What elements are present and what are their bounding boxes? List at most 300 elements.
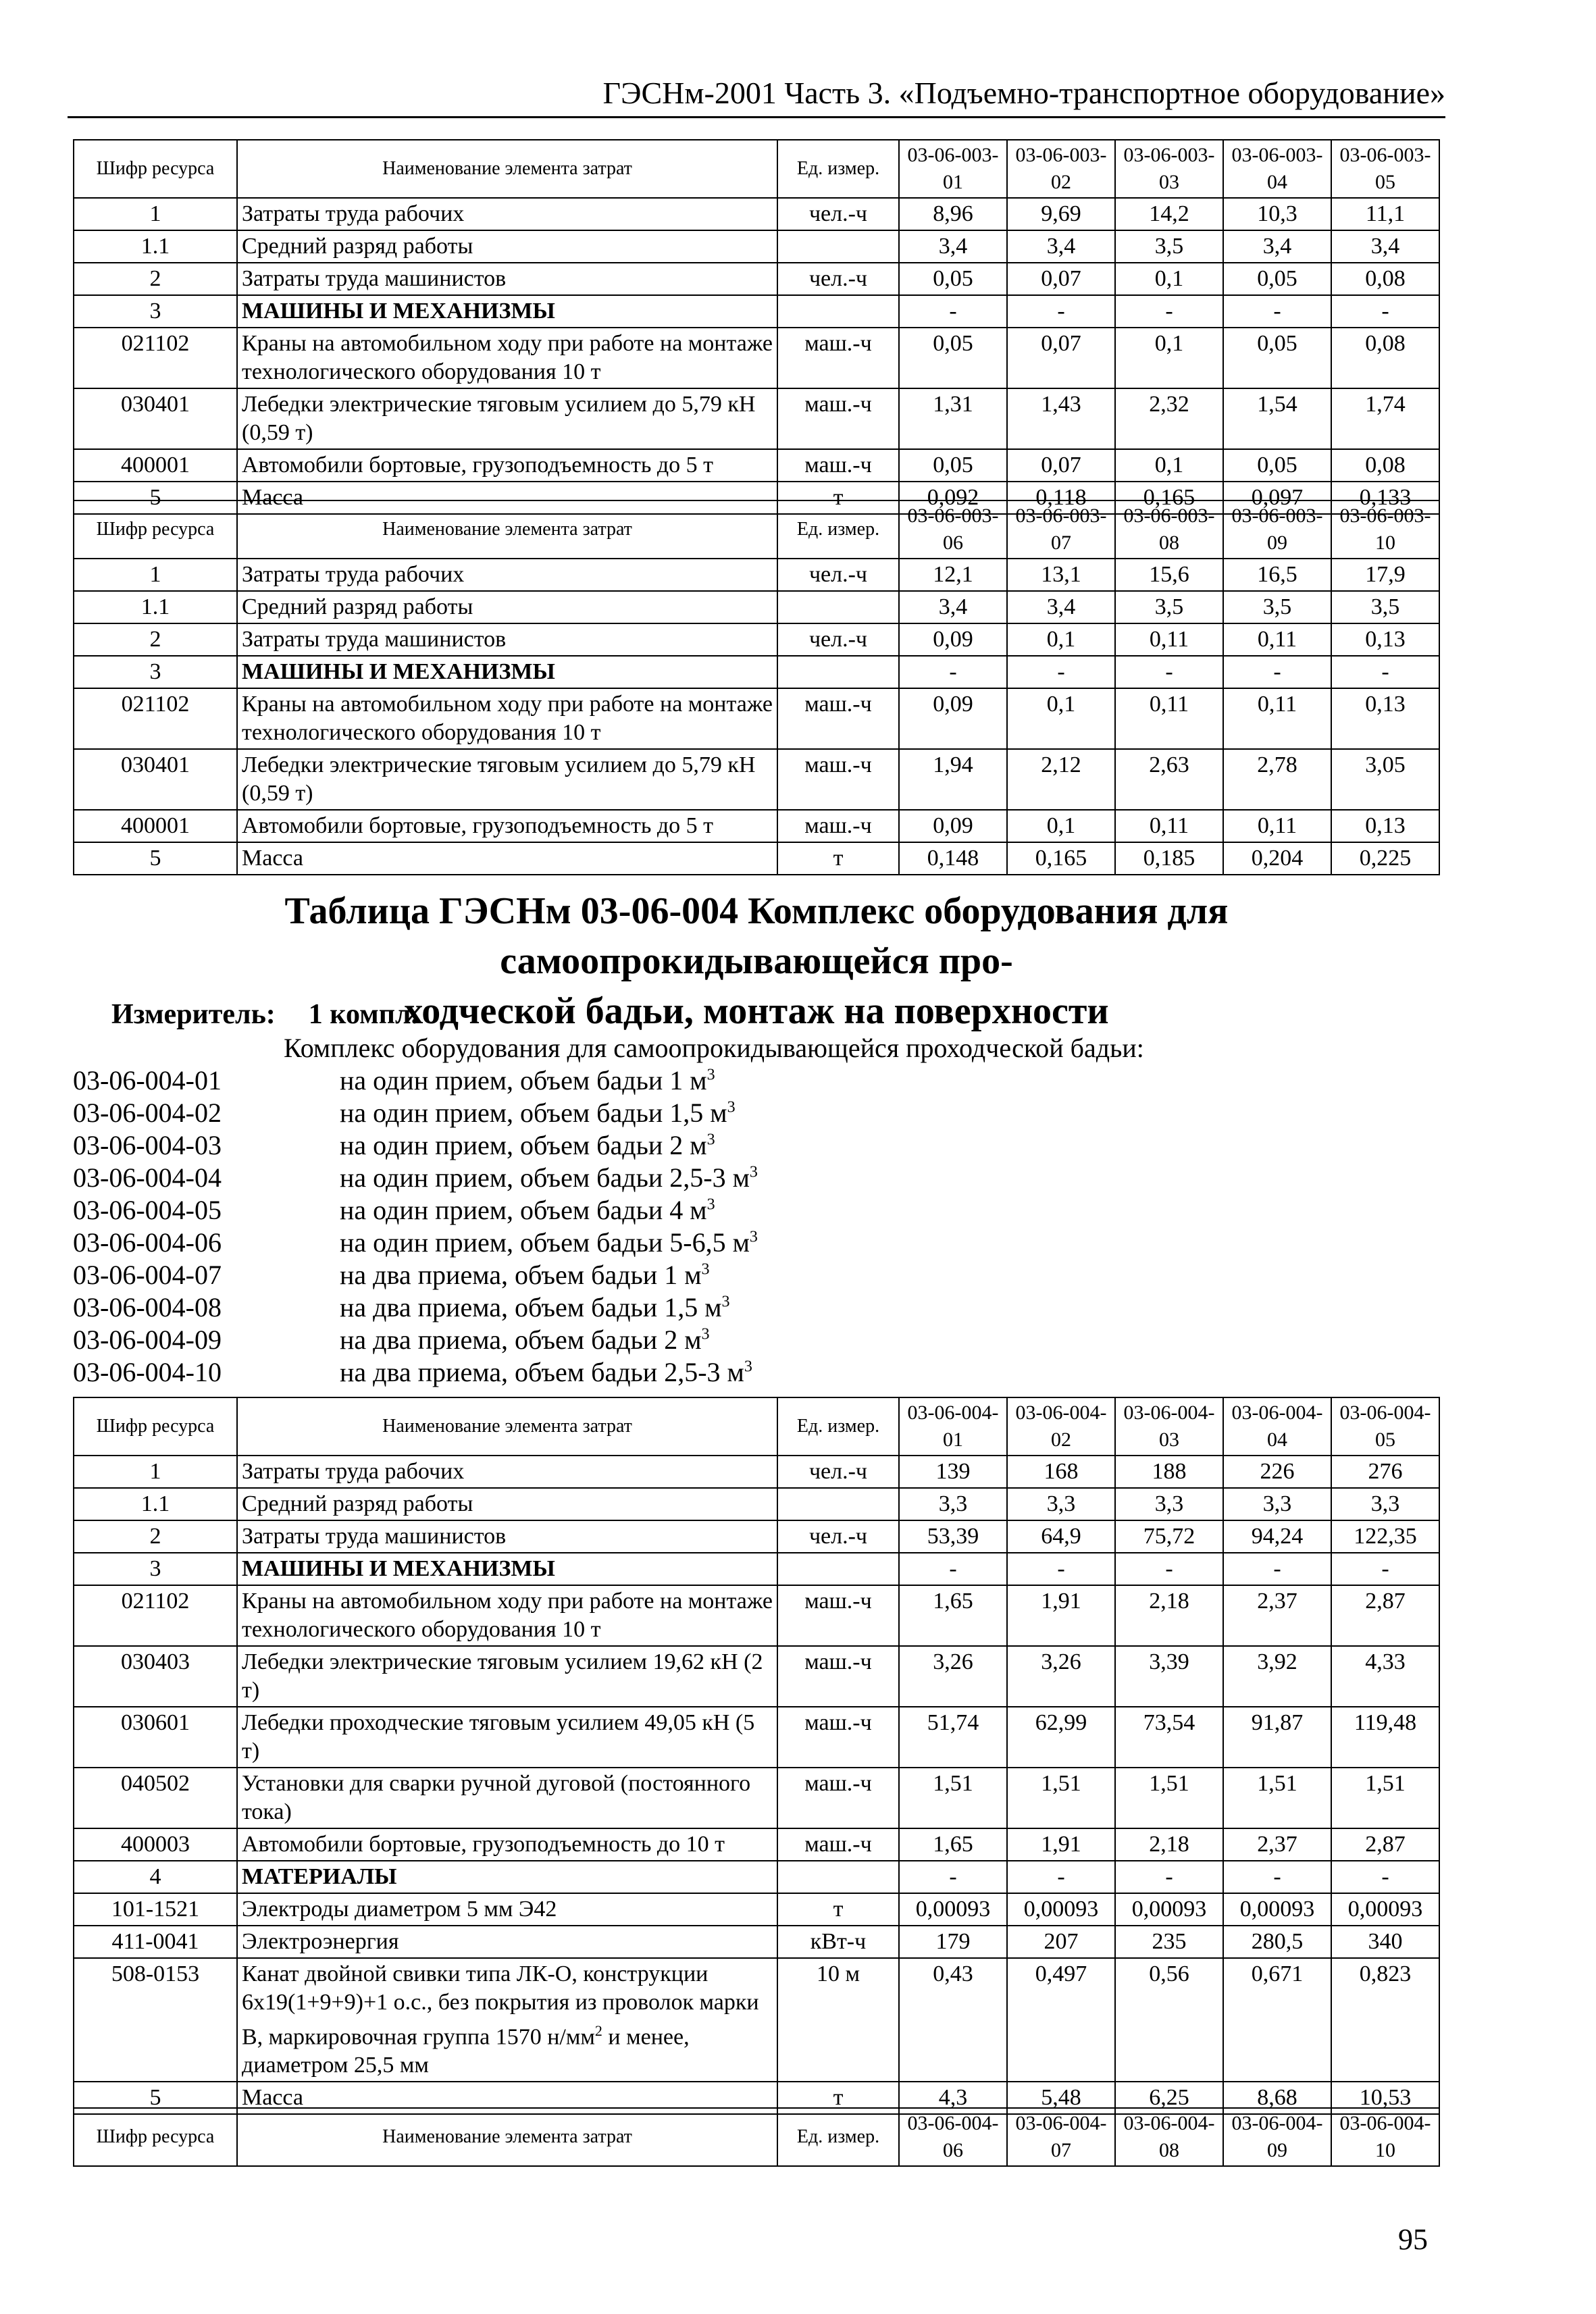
table-row <box>74 263 1439 295</box>
cell-value: 0,823 <box>1331 1958 1439 2082</box>
cell-code: 2 <box>74 1520 237 1553</box>
cell-value: 1,51 <box>1223 1768 1331 1828</box>
cell-unit <box>777 656 899 688</box>
list-item <box>73 1194 758 1227</box>
col-header-norm: 03-06-004-01 <box>899 1397 1007 1456</box>
cell-value: 3,39 <box>1115 1646 1223 1707</box>
cell-unit: кВт-ч <box>777 1926 899 1958</box>
cell-code: 101-1521 <box>74 1893 237 1926</box>
cell-value: 0,1 <box>1115 263 1223 295</box>
cell-value: 0,09 <box>899 810 1007 842</box>
cell-value: - <box>1331 295 1439 328</box>
cell-name-text: МАШИНЫ И МЕХАНИЗМЫ <box>242 299 555 324</box>
cell-value: 1,91 <box>1007 1828 1115 1861</box>
cell-value: 1,43 <box>1007 388 1115 449</box>
superscript: 3 <box>701 1260 710 1279</box>
cell-name-text: Затраты труда машинистов <box>242 266 507 291</box>
cell-value: 3,4 <box>1223 230 1331 263</box>
cell-code: 5 <box>74 482 237 514</box>
cell-value: 0,497 <box>1007 1958 1115 2082</box>
cell-value: - <box>1223 1553 1331 1585</box>
cell-name-text: Затраты труда рабочих <box>242 1459 465 1484</box>
list-item <box>73 1064 758 1097</box>
col-header-norm: 03-06-004-08 <box>1115 2108 1223 2166</box>
cell-name-text: Затраты труда рабочих <box>242 201 465 226</box>
cell-value: 3,5 <box>1115 230 1223 263</box>
norm-description-text: на один прием, объем бадьи 4 м <box>340 1195 707 1225</box>
cell-value: 2,37 <box>1223 1828 1331 1861</box>
cell-value: 0,11 <box>1115 688 1223 749</box>
table-row <box>74 198 1439 230</box>
cell-value: 207 <box>1007 1926 1115 1958</box>
cell-value: 0,11 <box>1223 810 1331 842</box>
superscript: 3 <box>744 1358 752 1376</box>
cell-value: 1,74 <box>1331 388 1439 449</box>
cell-value: 12,1 <box>899 559 1007 591</box>
cell-name <box>237 388 777 449</box>
table-row <box>74 449 1439 482</box>
cell-value: 0,1 <box>1115 328 1223 388</box>
cell-value: 276 <box>1331 1456 1439 1488</box>
cell-value: 122,35 <box>1331 1520 1439 1553</box>
cell-value: 0,092 <box>899 482 1007 514</box>
cell-code: 040502 <box>74 1768 237 1828</box>
cell-code: 1.1 <box>74 591 237 623</box>
cell-unit: чел.-ч <box>777 1520 899 1553</box>
norm-description-text: на два приема, объем бадьи 1 м <box>340 1260 702 1290</box>
col-header-norm: 03-06-003-04 <box>1223 140 1331 198</box>
table-row <box>74 591 1439 623</box>
cell-unit: т <box>777 2082 899 2114</box>
cell-value: - <box>899 1861 1007 1893</box>
cell-code: 1.1 <box>74 1488 237 1520</box>
table-row <box>74 749 1439 810</box>
cell-code: 030401 <box>74 749 237 810</box>
cell-name-text: Электроэнергия <box>242 1929 399 1954</box>
cell-value: 3,92 <box>1223 1646 1331 1707</box>
norm-description <box>340 1064 715 1097</box>
cell-value: 0,05 <box>1223 263 1331 295</box>
norm-description <box>340 1324 710 1356</box>
norm-code: 03-06-004-10 <box>73 1357 222 1387</box>
cell-name <box>237 1926 777 1958</box>
cell-name <box>237 1893 777 1926</box>
cell-value: - <box>1115 656 1223 688</box>
norm-description-text: на один прием, объем бадьи 2 м <box>340 1130 707 1160</box>
cell-value: 0,11 <box>1115 810 1223 842</box>
norm-code: 03-06-004-06 <box>73 1227 222 1258</box>
norm-description <box>340 1227 758 1259</box>
cell-value: 0,1 <box>1115 449 1223 482</box>
cell-value: 3,3 <box>1115 1488 1223 1520</box>
cell-name <box>237 1456 777 1488</box>
cell-name-text: МАТЕРИАЛЫ <box>242 1864 397 1889</box>
cell-unit: маш.-ч <box>777 1585 899 1646</box>
cell-value: 3,26 <box>1007 1646 1115 1707</box>
superscript: 3 <box>701 1325 710 1343</box>
col-header-unit: Ед. измер. <box>777 500 899 559</box>
cell-value: 8,96 <box>899 198 1007 230</box>
list-item <box>73 1324 758 1356</box>
cell-name <box>237 559 777 591</box>
cell-value: 91,87 <box>1223 1707 1331 1768</box>
cell-value: 6,25 <box>1115 2082 1223 2114</box>
cell-value: 3,3 <box>1223 1488 1331 1520</box>
superscript: 3 <box>749 1228 758 1246</box>
cell-value: 0,097 <box>1223 482 1331 514</box>
cell-value: 0,56 <box>1115 1958 1223 2082</box>
cell-unit <box>777 591 899 623</box>
cell-value: 1,51 <box>1115 1768 1223 1828</box>
col-header-name: Наименование элемента затрат <box>237 500 777 559</box>
cell-value: 235 <box>1115 1926 1223 1958</box>
cell-name <box>237 449 777 482</box>
cell-value: 0,08 <box>1331 263 1439 295</box>
cell-value: 0,07 <box>1007 328 1115 388</box>
cell-name <box>237 842 777 875</box>
cell-value: 0,00093 <box>1007 1893 1115 1926</box>
norm-code: 03-06-004-05 <box>73 1195 222 1225</box>
col-header-norm: 03-06-003-01 <box>899 140 1007 198</box>
cell-value: 0,204 <box>1223 842 1331 875</box>
cell-value: 2,32 <box>1115 388 1223 449</box>
cell-name <box>237 656 777 688</box>
col-header-norm: 03-06-004-04 <box>1223 1397 1331 1456</box>
cell-name <box>237 1488 777 1520</box>
cell-value: 0,118 <box>1007 482 1115 514</box>
cell-value: 340 <box>1331 1926 1439 1958</box>
cell-name-text: Затраты труда рабочих <box>242 562 465 587</box>
table-row <box>74 623 1439 656</box>
measure-label: Измеритель: <box>111 999 276 1030</box>
cell-value: 10,53 <box>1331 2082 1439 2114</box>
table-row <box>74 1520 1439 1553</box>
table-row <box>74 295 1439 328</box>
norm-description-text: на два приема, объем бадьи 2 м <box>340 1325 702 1355</box>
list-item <box>73 1162 758 1194</box>
cell-value: 0,11 <box>1223 688 1331 749</box>
col-header-norm: 03-06-003-03 <box>1115 140 1223 198</box>
table-row <box>74 1926 1439 1958</box>
cell-unit: 10 м <box>777 1958 899 2082</box>
table-row <box>74 1828 1439 1861</box>
cell-code: 400003 <box>74 1828 237 1861</box>
cell-value: 0,05 <box>899 328 1007 388</box>
cell-value: 0,13 <box>1331 623 1439 656</box>
cell-value: 17,9 <box>1331 559 1439 591</box>
cell-name <box>237 688 777 749</box>
norm-description-text: на один прием, объем бадьи 1 м <box>340 1065 707 1096</box>
list-item <box>73 1097 758 1129</box>
cell-value: 94,24 <box>1223 1520 1331 1553</box>
norm-description <box>340 1194 715 1227</box>
cell-code: 1 <box>74 198 237 230</box>
cell-value: 3,4 <box>899 230 1007 263</box>
cell-value: 0,148 <box>899 842 1007 875</box>
cell-value: - <box>1007 656 1115 688</box>
table-row <box>74 1456 1439 1488</box>
cell-value: 64,9 <box>1007 1520 1115 1553</box>
cell-value: 1,51 <box>899 1768 1007 1828</box>
cell-value: 1,65 <box>899 1828 1007 1861</box>
col-header-norm: 03-06-003-08 <box>1115 500 1223 559</box>
measure-value: 1 компл. <box>308 999 419 1030</box>
cell-unit: маш.-ч <box>777 749 899 810</box>
col-header-code: Шифр ресурса <box>74 1397 237 1456</box>
cell-value: 3,5 <box>1331 591 1439 623</box>
cell-value: 3,5 <box>1223 591 1331 623</box>
cell-name-text: Масса <box>242 485 304 510</box>
norm-code: 03-06-004-03 <box>73 1130 222 1160</box>
table-row <box>74 810 1439 842</box>
cell-value: 0,00093 <box>1223 1893 1331 1926</box>
cell-value: 0,13 <box>1331 688 1439 749</box>
cell-value: 1,54 <box>1223 388 1331 449</box>
cell-value: 0,43 <box>899 1958 1007 2082</box>
cell-value: 51,74 <box>899 1707 1007 1768</box>
cell-code: 030601 <box>74 1707 237 1768</box>
cell-code: 1 <box>74 559 237 591</box>
cell-value: - <box>1007 295 1115 328</box>
col-header-norm: 03-06-004-05 <box>1331 1397 1439 1456</box>
col-header-norm: 03-06-003-10 <box>1331 500 1439 559</box>
complex-description: Комплекс оборудования для самоопрокидывающейся проходческой бадьи: <box>284 1033 1144 1063</box>
cell-unit: маш.-ч <box>777 810 899 842</box>
cell-value: 2,78 <box>1223 749 1331 810</box>
col-header-norm: 03-06-004-02 <box>1007 1397 1115 1456</box>
norm-code: 03-06-004-07 <box>73 1260 222 1290</box>
table-row <box>74 230 1439 263</box>
resource-table-004-06-10 <box>73 2107 1440 2167</box>
norm-description-text: на два приема, объем бадьи 2,5-3 м <box>340 1357 744 1387</box>
table-title-line: ходческой бадьи, монтаж на поверхности <box>404 990 1109 1032</box>
norm-description-text: на один прием, объем бадьи 1,5 м <box>340 1098 727 1128</box>
cell-value: 2,63 <box>1115 749 1223 810</box>
cell-code: 2 <box>74 263 237 295</box>
cell-value: - <box>1223 656 1331 688</box>
superscript: 3 <box>706 1066 715 1084</box>
cell-value: 73,54 <box>1115 1707 1223 1768</box>
resource-table-003-06-10 <box>73 500 1440 875</box>
norm-code: 03-06-004-08 <box>73 1292 222 1322</box>
cell-value: 0,165 <box>1007 842 1115 875</box>
cell-value: - <box>1223 1861 1331 1893</box>
cell-value: 10,3 <box>1223 198 1331 230</box>
cell-code: 1.1 <box>74 230 237 263</box>
running-header: ГЭСНм-2001 Часть 3. «Подъемно-транспортное оборудование» <box>68 76 1445 118</box>
col-header-unit: Ед. измер. <box>777 1397 899 1456</box>
col-header-norm: 03-06-004-06 <box>899 2108 1007 2166</box>
norm-description <box>340 1259 710 1291</box>
norm-list <box>73 1064 758 1389</box>
col-header-name: Наименование элемента затрат <box>237 1397 777 1456</box>
cell-unit <box>777 1553 899 1585</box>
cell-value: 0,00093 <box>1115 1893 1223 1926</box>
cell-name <box>237 623 777 656</box>
cell-name <box>237 295 777 328</box>
cell-value: - <box>1115 295 1223 328</box>
cell-value: 0,1 <box>1007 810 1115 842</box>
cell-value: 1,51 <box>1331 1768 1439 1828</box>
table-row <box>74 559 1439 591</box>
cell-unit: чел.-ч <box>777 263 899 295</box>
col-header-norm: 03-06-004-09 <box>1223 2108 1331 2166</box>
cell-value: 0,07 <box>1007 449 1115 482</box>
cell-code: 508-0153 <box>74 1958 237 2082</box>
col-header-name: Наименование элемента затрат <box>237 2108 777 2166</box>
cell-name-text: Лебедки электрические тяговым усилием 19,62 кН (2 т) <box>242 1649 763 1703</box>
cell-unit: маш.-ч <box>777 388 899 449</box>
cell-name <box>237 1585 777 1646</box>
norm-code: 03-06-004-01 <box>73 1065 222 1096</box>
cell-value: 3,5 <box>1115 591 1223 623</box>
cell-code: 021102 <box>74 1585 237 1646</box>
cell-unit: чел.-ч <box>777 559 899 591</box>
cell-unit: маш.-ч <box>777 688 899 749</box>
measure-line <box>111 998 418 1031</box>
col-header-unit: Ед. измер. <box>777 2108 899 2166</box>
cell-name-text: Лебедки электрические тяговым усилием до 5,79 кН (0,59 т) <box>242 752 756 806</box>
cell-value: - <box>1115 1553 1223 1585</box>
cell-value: 139 <box>899 1456 1007 1488</box>
cell-name-text: Затраты труда машинистов <box>242 1524 507 1549</box>
cell-value: 53,39 <box>899 1520 1007 1553</box>
cell-name-text: МАШИНЫ И МЕХАНИЗМЫ <box>242 1556 555 1581</box>
cell-name <box>237 1553 777 1585</box>
cell-name <box>237 810 777 842</box>
table-row <box>74 1768 1439 1828</box>
cell-name-text: Краны на автомобильном ходу при работе на монтаже технологического оборудования 10 т <box>242 331 773 384</box>
cell-value: 3,3 <box>899 1488 1007 1520</box>
cell-value: 14,2 <box>1115 198 1223 230</box>
cell-value: 0,05 <box>1223 449 1331 482</box>
table-row <box>74 1893 1439 1926</box>
cell-name <box>237 328 777 388</box>
cell-name-text: Масса <box>242 2085 304 2111</box>
cell-unit: маш.-ч <box>777 1768 899 1828</box>
cell-unit <box>777 1861 899 1893</box>
cell-value: 3,3 <box>1007 1488 1115 1520</box>
cell-value: 0,05 <box>899 449 1007 482</box>
cell-name-text: Масса <box>242 846 304 871</box>
table-row <box>74 328 1439 388</box>
cell-value: 188 <box>1115 1456 1223 1488</box>
cell-value: 0,08 <box>1331 449 1439 482</box>
cell-value: 0,07 <box>1007 263 1115 295</box>
cell-name <box>237 1520 777 1553</box>
cell-value: 2,37 <box>1223 1585 1331 1646</box>
cell-name-text: Электроды диаметром 5 мм Э42 <box>242 1897 557 1922</box>
cell-code: 400001 <box>74 810 237 842</box>
table-row <box>74 656 1439 688</box>
cell-value: 226 <box>1223 1456 1331 1488</box>
cell-value: - <box>1007 1861 1115 1893</box>
cell-unit: чел.-ч <box>777 198 899 230</box>
cell-value: 0,00093 <box>899 1893 1007 1926</box>
cell-name <box>237 1861 777 1893</box>
col-header-norm: 03-06-004-10 <box>1331 2108 1439 2166</box>
cell-name-text: Лебедки проходческие тяговым усилием 49,05 кН (5 т) <box>242 1710 755 1764</box>
table-row <box>74 1861 1439 1893</box>
table-row <box>74 1707 1439 1768</box>
cell-value: 3,3 <box>1331 1488 1439 1520</box>
cell-value: - <box>899 656 1007 688</box>
cell-value: 2,87 <box>1331 1828 1439 1861</box>
col-header-code: Шифр ресурса <box>74 2108 237 2166</box>
cell-unit: маш.-ч <box>777 1707 899 1768</box>
cell-code: 021102 <box>74 328 237 388</box>
cell-value: 0,165 <box>1115 482 1223 514</box>
cell-name-text: Автомобили бортовые, грузоподъемность до 10 т <box>242 1832 725 1857</box>
cell-value: 0,05 <box>1223 328 1331 388</box>
cell-value: - <box>899 1553 1007 1585</box>
cell-unit: маш.-ч <box>777 1828 899 1861</box>
cell-code: 2 <box>74 623 237 656</box>
table-row <box>74 688 1439 749</box>
table-row <box>74 842 1439 875</box>
table-title-line: Таблица ГЭСНм 03-06-004 Комплекс оборудования для самоопрокидывающейся про- <box>284 890 1229 982</box>
cell-unit: т <box>777 482 899 514</box>
cell-value: 0,1 <box>1007 623 1115 656</box>
resource-table-003-01-05 <box>73 139 1440 515</box>
cell-value: 0,05 <box>899 263 1007 295</box>
cell-name-text: Автомобили бортовые, грузоподъемность до 5 т <box>242 453 714 478</box>
cell-unit: чел.-ч <box>777 1456 899 1488</box>
cell-value: 3,4 <box>1331 230 1439 263</box>
cell-value: 15,6 <box>1115 559 1223 591</box>
cell-value: 3,4 <box>1007 591 1115 623</box>
col-header-norm: 03-06-003-07 <box>1007 500 1115 559</box>
cell-value: 5,48 <box>1007 2082 1115 2114</box>
cell-value: 2,18 <box>1115 1585 1223 1646</box>
cell-value: 0,11 <box>1115 623 1223 656</box>
col-header-norm: 03-06-003-05 <box>1331 140 1439 198</box>
cell-unit: маш.-ч <box>777 1646 899 1707</box>
col-header-unit: Ед. измер. <box>777 140 899 198</box>
cell-value: 13,1 <box>1007 559 1115 591</box>
cell-value: - <box>1007 1553 1115 1585</box>
cell-name <box>237 1768 777 1828</box>
list-item <box>73 1356 758 1389</box>
cell-value: 0,671 <box>1223 1958 1331 2082</box>
cell-unit: т <box>777 842 899 875</box>
cell-value: 62,99 <box>1007 1707 1115 1768</box>
cell-name <box>237 1828 777 1861</box>
page-number: 95 <box>1398 2223 1428 2256</box>
cell-name <box>237 1958 777 2082</box>
cell-name-text: Автомобили бортовые, грузоподъемность до 5 т <box>242 813 714 838</box>
list-item <box>73 1129 758 1162</box>
cell-value: 0,133 <box>1331 482 1439 514</box>
cell-value: 0,09 <box>899 688 1007 749</box>
col-header-norm: 03-06-004-03 <box>1115 1397 1223 1456</box>
cell-value: 3,26 <box>899 1646 1007 1707</box>
norm-description-text: на один прием, объем бадьи 2,5-3 м <box>340 1162 750 1193</box>
col-header-code: Шифр ресурса <box>74 500 237 559</box>
col-header-norm: 03-06-003-02 <box>1007 140 1115 198</box>
cell-code: 3 <box>74 656 237 688</box>
cell-value: 9,69 <box>1007 198 1115 230</box>
cell-value: 8,68 <box>1223 2082 1331 2114</box>
cell-name-text: МАШИНЫ И МЕХАНИЗМЫ <box>242 659 555 684</box>
resource-table-004-01-05 <box>73 1397 1440 2115</box>
cell-value: 75,72 <box>1115 1520 1223 1553</box>
cell-code: 3 <box>74 295 237 328</box>
cell-value: - <box>1331 1553 1439 1585</box>
cell-name-text: Затраты труда машинистов <box>242 627 507 652</box>
cell-value: 1,31 <box>899 388 1007 449</box>
cell-value: 0,11 <box>1223 623 1331 656</box>
